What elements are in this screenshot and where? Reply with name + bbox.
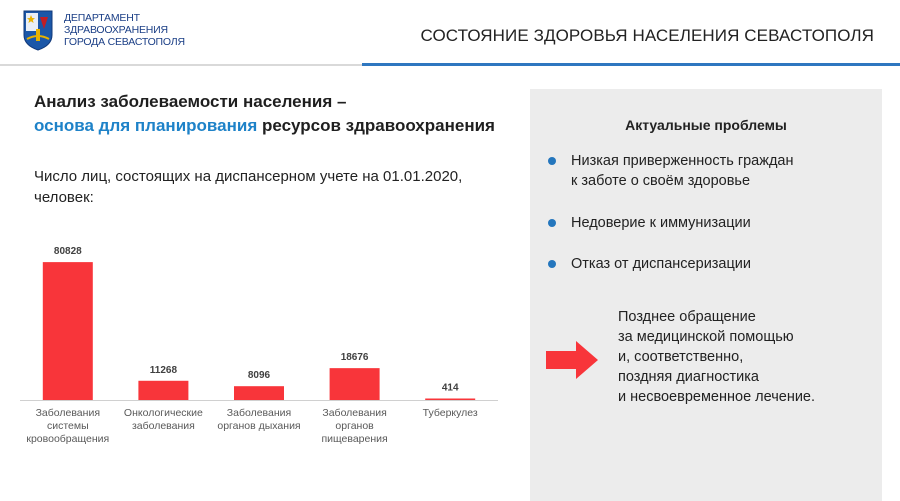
bullet-icon: [548, 157, 556, 165]
slide-title-rest: ресурсов здравоохранения: [257, 116, 495, 135]
chart-bar: [330, 368, 380, 400]
conclusion-line: поздняя диагностика: [618, 369, 759, 385]
category-label-line: Заболевания: [322, 407, 387, 419]
category-label-line: Заболевания: [35, 407, 100, 419]
bar-value-label: 18676: [340, 352, 369, 364]
bar-value-label: 11268: [149, 364, 178, 376]
category-label-line: пищеварения: [321, 433, 388, 445]
problem-text: к заботе о своём здоровье: [571, 173, 751, 189]
problem-text: Низкая приверженность граждан: [571, 153, 794, 169]
header-title: СОСТОЯНИЕ ЗДОРОВЬЯ НАСЕЛЕНИЯ СЕВАСТОПОЛЯ: [420, 26, 874, 45]
chart-bar: [234, 386, 284, 400]
bullet-icon: [548, 219, 556, 227]
bullet-icon: [548, 260, 556, 268]
conclusion-line: Позднее обращение: [618, 309, 756, 325]
chart-bar: [425, 399, 475, 401]
problem-item: [548, 213, 868, 233]
conclusion-line: и, соответственно,: [618, 349, 744, 365]
org-line: ЗДРАВООХРАНЕНИЯ: [64, 24, 168, 36]
category-label-line: Туберкулез: [422, 407, 478, 419]
org-line: ГОРОДА СЕВАСТОПОЛЯ: [64, 36, 185, 48]
slide-title-highlight: основа для планирования: [34, 116, 258, 135]
category-label-line: кровообращения: [26, 433, 110, 445]
bar-value-label: 414: [441, 382, 459, 394]
problem-item: [548, 151, 868, 191]
bar-value-label: 8096: [247, 370, 271, 382]
category-label-line: органов: [335, 420, 374, 432]
right-arrow-icon: [546, 341, 598, 379]
header-divider-gray: [0, 64, 362, 66]
conclusion-line: и несвоевременное лечение.: [618, 389, 816, 405]
department-name: [64, 12, 185, 48]
category-label: [404, 407, 496, 420]
header-divider-blue: [362, 63, 900, 66]
problem-item: [548, 254, 868, 274]
category-label: [309, 407, 401, 446]
category-label-line: заболевания: [131, 420, 195, 432]
category-label: [213, 407, 305, 433]
category-label-line: органов дыхания: [217, 420, 301, 432]
chart-bar: [43, 262, 93, 400]
problem-text: Недоверие к иммунизации: [571, 215, 751, 231]
category-label: [117, 407, 209, 433]
category-label-line: системы: [46, 420, 89, 432]
category-label: [22, 407, 114, 446]
panel-title: Актуальные проблемы: [625, 117, 787, 133]
chart-bar: [138, 381, 188, 400]
bar-value-label: 80828: [53, 246, 82, 258]
conclusion-line: за медицинской помощью: [618, 329, 794, 345]
sevastopol-coat-of-arms-icon: [22, 9, 54, 51]
slide-title-line2: [34, 116, 495, 136]
problem-text: Отказ от диспансеризации: [571, 256, 752, 272]
slide-title-line1: Анализ заболеваемости населения –: [34, 92, 347, 111]
category-label-line: Онкологические: [123, 407, 203, 419]
problems-panel: [530, 89, 882, 501]
conclusion-text: [618, 307, 815, 407]
category-label-line: Заболевания: [226, 407, 292, 419]
chart-subtitle: Число лиц, состоящих на диспансерном учете на 01.01.2020, человек:: [34, 168, 463, 206]
dispensary-bar-chart: [20, 230, 498, 460]
org-line: ДЕПАРТАМЕНТ: [64, 12, 140, 24]
